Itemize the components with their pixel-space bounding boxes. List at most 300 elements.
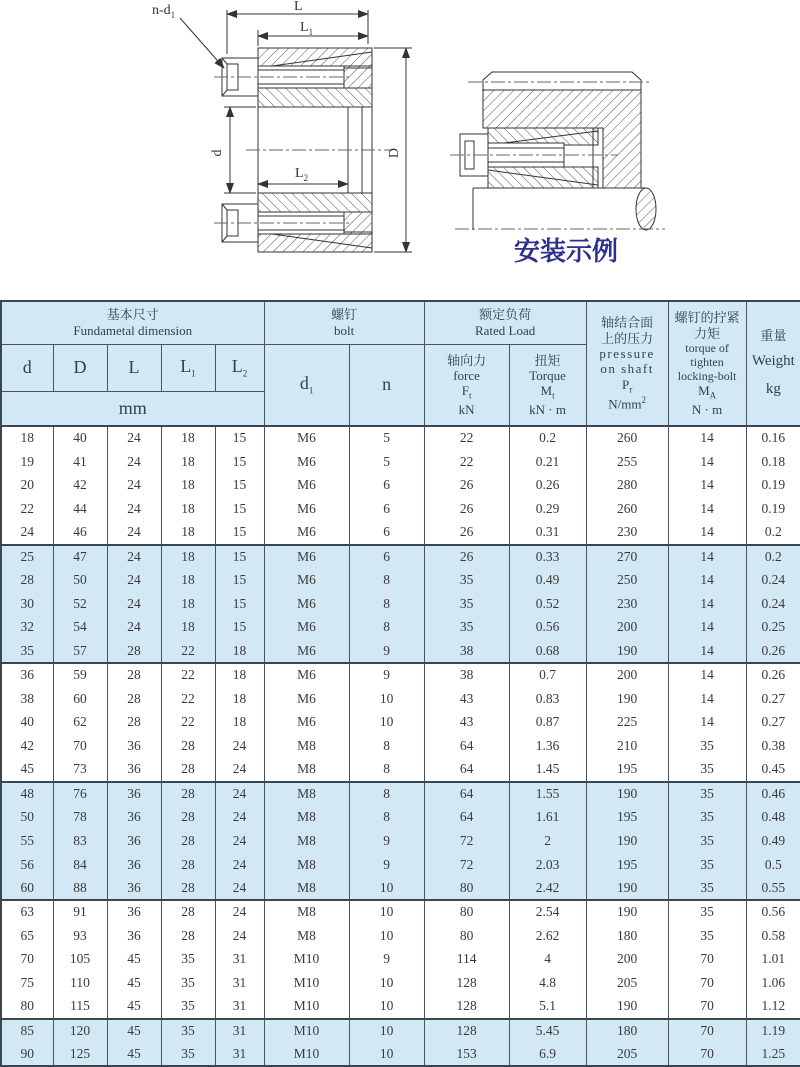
cell-weight: 0.45 (746, 758, 800, 782)
cell-d: 30 (1, 592, 53, 616)
cell-L1: 22 (161, 710, 215, 734)
cell-pressure: 195 (586, 853, 668, 877)
cell-L1: 35 (161, 1019, 215, 1043)
cell-tightening-torque: 35 (668, 805, 746, 829)
cell-L2: 24 (215, 805, 264, 829)
cell-force: 26 (424, 473, 509, 497)
cell-L2: 15 (215, 450, 264, 474)
table-row (1, 592, 800, 616)
header-col-d1: $d_1$ (264, 344, 349, 426)
cell-D: 73 (53, 758, 107, 782)
cell-n: 5 (349, 450, 424, 474)
cell-torque: 0.21 (509, 450, 586, 474)
cell-L2: 24 (215, 734, 264, 758)
cell-torque: 0.56 (509, 616, 586, 640)
cell-D: 44 (53, 497, 107, 521)
cell-d: 70 (1, 947, 53, 971)
cell-n: 5 (349, 426, 424, 450)
cell-weight: 0.38 (746, 734, 800, 758)
cell-L1: 22 (161, 639, 215, 663)
cell-weight: 0.27 (746, 710, 800, 734)
cell-L2: 24 (215, 876, 264, 900)
header-bolt-en: bolt (333, 322, 355, 338)
header-fundamental-zh: 基本尺寸 (106, 307, 159, 323)
cell-d: 22 (1, 497, 53, 521)
cell-weight: 1.25 (746, 1042, 800, 1066)
cell-L1: 18 (161, 616, 215, 640)
cell-D: 84 (53, 853, 107, 877)
cell-L: 45 (107, 1042, 161, 1066)
cell-n: 8 (349, 805, 424, 829)
cell-L2: 15 (215, 473, 264, 497)
cell-n: 8 (349, 734, 424, 758)
cell-L1: 28 (161, 734, 215, 758)
cell-D: 110 (53, 971, 107, 995)
cell-d: 63 (1, 900, 53, 924)
cell-torque: 1.36 (509, 734, 586, 758)
cell-L2: 24 (215, 924, 264, 948)
cell-pressure: 230 (586, 592, 668, 616)
cell-tightening-torque: 14 (668, 616, 746, 640)
cell-force: 35 (424, 592, 509, 616)
cell-d1: M10 (264, 971, 349, 995)
cell-L: 36 (107, 758, 161, 782)
cell-L: 28 (107, 687, 161, 711)
table-row (1, 497, 800, 521)
cell-torque: 5.45 (509, 1019, 586, 1043)
cell-force: 72 (424, 853, 509, 877)
table-row (1, 829, 800, 853)
cell-force: 80 (424, 924, 509, 948)
table-row (1, 710, 800, 734)
cell-weight: 0.25 (746, 616, 800, 640)
header-fundamental-dimension (1, 301, 264, 344)
cell-L: 24 (107, 545, 161, 569)
header-col-n: n (349, 344, 424, 426)
header-unit-mm: mm (1, 391, 264, 426)
table-row (1, 758, 800, 782)
cell-d1: M8 (264, 782, 349, 806)
cell-d: 19 (1, 450, 53, 474)
cell-force: 64 (424, 805, 509, 829)
cell-d1: M8 (264, 758, 349, 782)
dim-label-d: d (210, 149, 225, 157)
cell-D: 115 (53, 995, 107, 1019)
cell-D: 88 (53, 876, 107, 900)
cell-force: 35 (424, 568, 509, 592)
header-col-force: 轴向力 force $F_t$ kN (424, 344, 509, 426)
cell-weight: 0.26 (746, 663, 800, 687)
cell-pressure: 255 (586, 450, 668, 474)
cell-torque: 0.83 (509, 687, 586, 711)
cell-pressure: 230 (586, 521, 668, 545)
cell-L: 36 (107, 924, 161, 948)
cell-tightening-torque: 35 (668, 853, 746, 877)
header-rated-zh: 额定负荷 (479, 307, 532, 323)
cell-weight: 0.5 (746, 853, 800, 877)
cell-L2: 15 (215, 497, 264, 521)
cell-n: 9 (349, 947, 424, 971)
cell-L1: 28 (161, 805, 215, 829)
cell-weight: 1.12 (746, 995, 800, 1019)
cell-D: 59 (53, 663, 107, 687)
cell-L: 36 (107, 805, 161, 829)
cell-weight: 1.06 (746, 971, 800, 995)
header-col-d: d (1, 344, 53, 391)
dim-label-L1: $L_1$ (300, 20, 314, 37)
cell-L: 24 (107, 426, 161, 450)
cell-force: 64 (424, 758, 509, 782)
cell-L2: 24 (215, 829, 264, 853)
header-bolt-zh: 螺钉 (331, 307, 358, 323)
cell-torque: 2.42 (509, 876, 586, 900)
cell-force: 26 (424, 521, 509, 545)
table-row (1, 545, 800, 569)
cell-L1: 35 (161, 1042, 215, 1066)
table-row (1, 782, 800, 806)
cell-pressure: 190 (586, 639, 668, 663)
cell-L: 24 (107, 473, 161, 497)
cell-n: 8 (349, 568, 424, 592)
cell-d: 36 (1, 663, 53, 687)
cell-L: 24 (107, 450, 161, 474)
cell-D: 47 (53, 545, 107, 569)
table-row (1, 947, 800, 971)
cell-d: 28 (1, 568, 53, 592)
cell-L2: 31 (215, 1019, 264, 1043)
cell-d1: M6 (264, 568, 349, 592)
cell-tightening-torque: 14 (668, 639, 746, 663)
header-col-L1: $L_1$ (161, 344, 215, 391)
cell-L2: 24 (215, 782, 264, 806)
cell-d: 85 (1, 1019, 53, 1043)
cell-d: 25 (1, 545, 53, 569)
cell-L2: 15 (215, 426, 264, 450)
table-row (1, 853, 800, 877)
cell-L2: 31 (215, 971, 264, 995)
cell-d: 45 (1, 758, 53, 782)
cell-L: 36 (107, 782, 161, 806)
cell-L2: 31 (215, 1042, 264, 1066)
cell-d: 32 (1, 616, 53, 640)
cell-D: 83 (53, 829, 107, 853)
cell-n: 10 (349, 876, 424, 900)
cell-pressure: 195 (586, 805, 668, 829)
cell-weight: 0.26 (746, 639, 800, 663)
table-row (1, 734, 800, 758)
cell-L: 36 (107, 829, 161, 853)
cell-d: 60 (1, 876, 53, 900)
cell-L1: 28 (161, 924, 215, 948)
table-row (1, 568, 800, 592)
cell-d1: M10 (264, 1019, 349, 1043)
cell-n: 10 (349, 710, 424, 734)
cell-L2: 15 (215, 616, 264, 640)
cell-L: 24 (107, 521, 161, 545)
cell-pressure: 200 (586, 663, 668, 687)
dim-label-D: D (387, 147, 402, 159)
cell-tightening-torque: 14 (668, 450, 746, 474)
header-rated-en: Rated Load (474, 322, 536, 338)
cell-d: 35 (1, 639, 53, 663)
cell-pressure: 200 (586, 616, 668, 640)
cell-d1: M10 (264, 995, 349, 1019)
cell-n: 10 (349, 900, 424, 924)
cell-tightening-torque: 14 (668, 497, 746, 521)
cell-d: 38 (1, 687, 53, 711)
cell-tightening-torque: 14 (668, 663, 746, 687)
cell-torque: 4 (509, 947, 586, 971)
cell-pressure: 225 (586, 710, 668, 734)
cell-D: 46 (53, 521, 107, 545)
cell-n: 9 (349, 663, 424, 687)
cell-L1: 28 (161, 900, 215, 924)
cell-force: 64 (424, 734, 509, 758)
cell-tightening-torque: 70 (668, 995, 746, 1019)
cell-L: 36 (107, 734, 161, 758)
cell-force: 72 (424, 829, 509, 853)
cell-D: 42 (53, 473, 107, 497)
cell-torque: 6.9 (509, 1042, 586, 1066)
cell-d: 90 (1, 1042, 53, 1066)
header-col-torque: 扭矩 Torque $M_t$ kN · m (509, 344, 586, 426)
cell-pressure: 205 (586, 1042, 668, 1066)
cell-pressure: 195 (586, 758, 668, 782)
cell-L: 45 (107, 947, 161, 971)
cell-d: 18 (1, 426, 53, 450)
cell-tightening-torque: 35 (668, 734, 746, 758)
cell-n: 6 (349, 545, 424, 569)
cell-torque: 5.1 (509, 995, 586, 1019)
cell-d1: M6 (264, 545, 349, 569)
cell-weight: 0.24 (746, 568, 800, 592)
cell-weight: 0.18 (746, 450, 800, 474)
cell-L1: 18 (161, 568, 215, 592)
cell-L: 45 (107, 971, 161, 995)
cell-tightening-torque: 70 (668, 971, 746, 995)
cell-L: 24 (107, 616, 161, 640)
cell-L1: 35 (161, 947, 215, 971)
cell-tightening-torque: 35 (668, 758, 746, 782)
cell-L1: 28 (161, 758, 215, 782)
cell-force: 26 (424, 545, 509, 569)
dim-label-L: L (294, 0, 303, 14)
dimension-table (0, 300, 800, 1067)
cell-weight: 0.48 (746, 805, 800, 829)
cell-L2: 15 (215, 545, 264, 569)
cell-force: 80 (424, 876, 509, 900)
dim-label-L2: $L_2$ (295, 166, 309, 183)
cell-n: 10 (349, 971, 424, 995)
cell-pressure: 190 (586, 829, 668, 853)
cell-D: 120 (53, 1019, 107, 1043)
header-bolt (264, 301, 424, 344)
cell-torque: 2.54 (509, 900, 586, 924)
cell-weight: 0.58 (746, 924, 800, 948)
table-row (1, 663, 800, 687)
cell-n: 10 (349, 1019, 424, 1043)
cell-d: 48 (1, 782, 53, 806)
cell-tightening-torque: 14 (668, 710, 746, 734)
cell-n: 10 (349, 924, 424, 948)
cell-weight: 0.19 (746, 497, 800, 521)
cell-pressure: 190 (586, 782, 668, 806)
installation-example-drawing (450, 72, 665, 266)
cell-pressure: 270 (586, 545, 668, 569)
cell-n: 8 (349, 592, 424, 616)
cell-d1: M6 (264, 521, 349, 545)
cell-force: 64 (424, 782, 509, 806)
cell-L: 36 (107, 900, 161, 924)
cell-L: 28 (107, 710, 161, 734)
cell-n: 9 (349, 853, 424, 877)
cell-pressure: 190 (586, 995, 668, 1019)
cell-D: 41 (53, 450, 107, 474)
cell-L: 45 (107, 1019, 161, 1043)
cell-torque: 2.62 (509, 924, 586, 948)
cell-torque: 2.03 (509, 853, 586, 877)
cell-weight: 0.46 (746, 782, 800, 806)
table-row (1, 473, 800, 497)
cell-L2: 18 (215, 687, 264, 711)
table-row (1, 450, 800, 474)
cell-d1: M8 (264, 876, 349, 900)
cell-d: 80 (1, 995, 53, 1019)
cell-weight: 0.56 (746, 900, 800, 924)
header-col-D: D (53, 344, 107, 391)
table-header (1, 301, 800, 426)
cell-pressure: 180 (586, 924, 668, 948)
cell-L2: 15 (215, 521, 264, 545)
cell-L2: 18 (215, 639, 264, 663)
cell-n: 6 (349, 473, 424, 497)
cell-d1: M8 (264, 805, 349, 829)
table-row (1, 995, 800, 1019)
cell-d: 55 (1, 829, 53, 853)
table-row (1, 876, 800, 900)
cell-weight: 0.49 (746, 829, 800, 853)
cell-L2: 18 (215, 663, 264, 687)
cell-weight: 1.19 (746, 1019, 800, 1043)
cell-torque: 0.52 (509, 592, 586, 616)
cell-weight: 0.27 (746, 687, 800, 711)
cell-pressure: 200 (586, 947, 668, 971)
cell-force: 22 (424, 450, 509, 474)
cell-d: 42 (1, 734, 53, 758)
cell-L: 24 (107, 497, 161, 521)
cell-torque: 1.61 (509, 805, 586, 829)
cell-d1: M6 (264, 450, 349, 474)
cell-n: 10 (349, 995, 424, 1019)
cell-pressure: 190 (586, 687, 668, 711)
table-row (1, 616, 800, 640)
cell-d1: M6 (264, 687, 349, 711)
cell-pressure: 280 (586, 473, 668, 497)
cell-L2: 15 (215, 568, 264, 592)
cell-D: 76 (53, 782, 107, 806)
cell-tightening-torque: 14 (668, 687, 746, 711)
table-row (1, 1019, 800, 1043)
cell-L2: 24 (215, 758, 264, 782)
cell-d1: M6 (264, 616, 349, 640)
cell-d1: M8 (264, 829, 349, 853)
cell-d: 56 (1, 853, 53, 877)
table-row (1, 805, 800, 829)
cell-force: 114 (424, 947, 509, 971)
cell-tightening-torque: 35 (668, 782, 746, 806)
cell-weight: 0.19 (746, 473, 800, 497)
cell-D: 57 (53, 639, 107, 663)
cell-d1: M6 (264, 639, 349, 663)
cell-d1: M8 (264, 900, 349, 924)
cell-tightening-torque: 35 (668, 900, 746, 924)
header-weight: 重量 Weight kg (746, 301, 800, 426)
cell-D: 125 (53, 1042, 107, 1066)
cell-force: 43 (424, 710, 509, 734)
cell-d: 24 (1, 521, 53, 545)
table-row (1, 687, 800, 711)
cell-tightening-torque: 35 (668, 924, 746, 948)
cell-n: 9 (349, 829, 424, 853)
cell-force: 22 (424, 426, 509, 450)
cell-tightening-torque: 14 (668, 426, 746, 450)
cell-weight: 0.55 (746, 876, 800, 900)
cell-d1: M8 (264, 734, 349, 758)
cell-D: 40 (53, 426, 107, 450)
cell-weight: 0.24 (746, 592, 800, 616)
cell-L1: 18 (161, 545, 215, 569)
cell-d1: M6 (264, 592, 349, 616)
cell-force: 38 (424, 663, 509, 687)
cell-weight: 1.01 (746, 947, 800, 971)
cell-torque: 4.8 (509, 971, 586, 995)
cell-L1: 28 (161, 853, 215, 877)
cell-d1: M6 (264, 663, 349, 687)
cell-pressure: 190 (586, 900, 668, 924)
cell-n: 10 (349, 1042, 424, 1066)
cell-L: 36 (107, 853, 161, 877)
cell-force: 128 (424, 1019, 509, 1043)
table-row (1, 900, 800, 924)
cell-n: 6 (349, 497, 424, 521)
cell-D: 91 (53, 900, 107, 924)
cell-L1: 18 (161, 592, 215, 616)
cell-D: 62 (53, 710, 107, 734)
cell-tightening-torque: 70 (668, 1019, 746, 1043)
cell-torque: 0.68 (509, 639, 586, 663)
cell-pressure: 210 (586, 734, 668, 758)
table-row (1, 971, 800, 995)
cell-force: 128 (424, 971, 509, 995)
cell-d: 75 (1, 971, 53, 995)
table-row (1, 426, 800, 450)
cell-L: 24 (107, 592, 161, 616)
cell-d1: M8 (264, 924, 349, 948)
header-pressure-on-shaft: 轴结合面 上的压力 pressure on shaft $P_r$ $N/mm^2$ (586, 301, 668, 426)
header-tightening-torque: 螺钉的拧紧 力矩 torque of tighten locking-bolt $M_A$ N · m (668, 301, 746, 426)
cell-pressure: 250 (586, 568, 668, 592)
cell-d1: M6 (264, 426, 349, 450)
cell-pressure: 260 (586, 426, 668, 450)
cell-L1: 18 (161, 450, 215, 474)
cell-L1: 22 (161, 687, 215, 711)
cell-force: 153 (424, 1042, 509, 1066)
cell-pressure: 205 (586, 971, 668, 995)
cell-d1: M8 (264, 853, 349, 877)
cell-tightening-torque: 70 (668, 947, 746, 971)
installation-caption: 安装示例 (513, 237, 619, 266)
table-body (1, 426, 800, 1066)
